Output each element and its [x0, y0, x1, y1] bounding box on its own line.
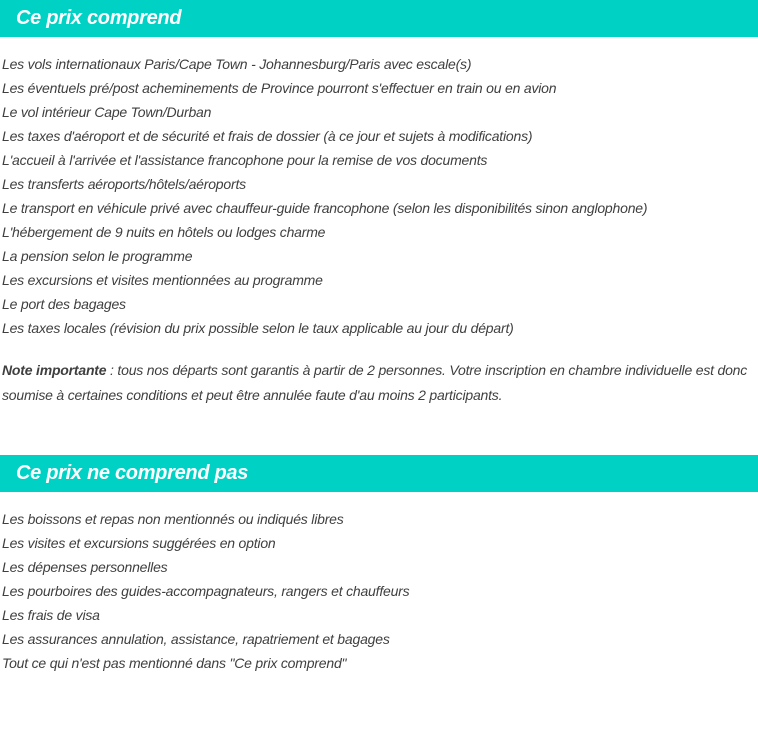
- included-section-header: [0, 0, 758, 37]
- excluded-item: Tout ce qui n'est pas mentionné dans "Ce prix comprend": [2, 655, 347, 671]
- excluded-item: Les frais de visa: [2, 607, 100, 623]
- excluded-items-list: [0, 507, 758, 675]
- important-note: [2, 358, 752, 408]
- excluded-item: Les dépenses personnelles: [2, 559, 168, 575]
- included-item: L'hébergement de 9 nuits en hôtels ou lodges charme: [2, 224, 326, 240]
- included-item: Le vol intérieur Cape Town/Durban: [2, 104, 212, 120]
- excluded-section-header: [0, 455, 758, 492]
- included-items-list: [0, 52, 758, 340]
- included-item: Les taxes locales (révision du prix possible selon le taux applicable au jour du départ): [2, 320, 514, 336]
- included-item: Les transferts aéroports/hôtels/aéroports: [2, 176, 246, 192]
- excluded-item: Les visites et excursions suggérées en option: [2, 535, 276, 551]
- included-item: L'accueil à l'arrivée et l'assistance francophone pour la remise de vos documents: [2, 152, 488, 168]
- important-note-label: Note importante: [2, 362, 107, 378]
- included-item: Les vols internationaux Paris/Cape Town - Johannesburg/Paris avec escale(s): [2, 56, 472, 72]
- included-item: Le transport en véhicule privé avec chauffeur-guide francophone (selon les disponibilités sinon anglophone): [2, 200, 648, 216]
- excluded-section-title: Ce prix ne comprend pas: [16, 462, 249, 484]
- important-note-text: : tous nos départs sont garantis à partir de 2 personnes. Votre inscription en chambre individuelle est donc soumise à certaines conditions et peut être annulée faute d'au moins 2 participants.: [2, 362, 748, 403]
- included-item: Les éventuels pré/post acheminements de Province pourront s'effectuer en train ou en avion: [2, 80, 557, 96]
- included-item: Les taxes d'aéroport et de sécurité et frais de dossier (à ce jour et sujets à modifications): [2, 128, 533, 144]
- excluded-item: Les assurances annulation, assistance, rapatriement et bagages: [2, 631, 390, 647]
- included-item: Le port des bagages: [2, 296, 126, 312]
- price-excluded-section: [0, 455, 758, 675]
- excluded-item: Les pourboires des guides-accompagnateurs, rangers et chauffeurs: [2, 583, 410, 599]
- included-section-title: Ce prix comprend: [16, 7, 182, 29]
- included-item: La pension selon le programme: [2, 248, 193, 264]
- included-item: Les excursions et visites mentionnées au programme: [2, 272, 323, 288]
- excluded-item: Les boissons et repas non mentionnés ou indiqués libres: [2, 511, 344, 527]
